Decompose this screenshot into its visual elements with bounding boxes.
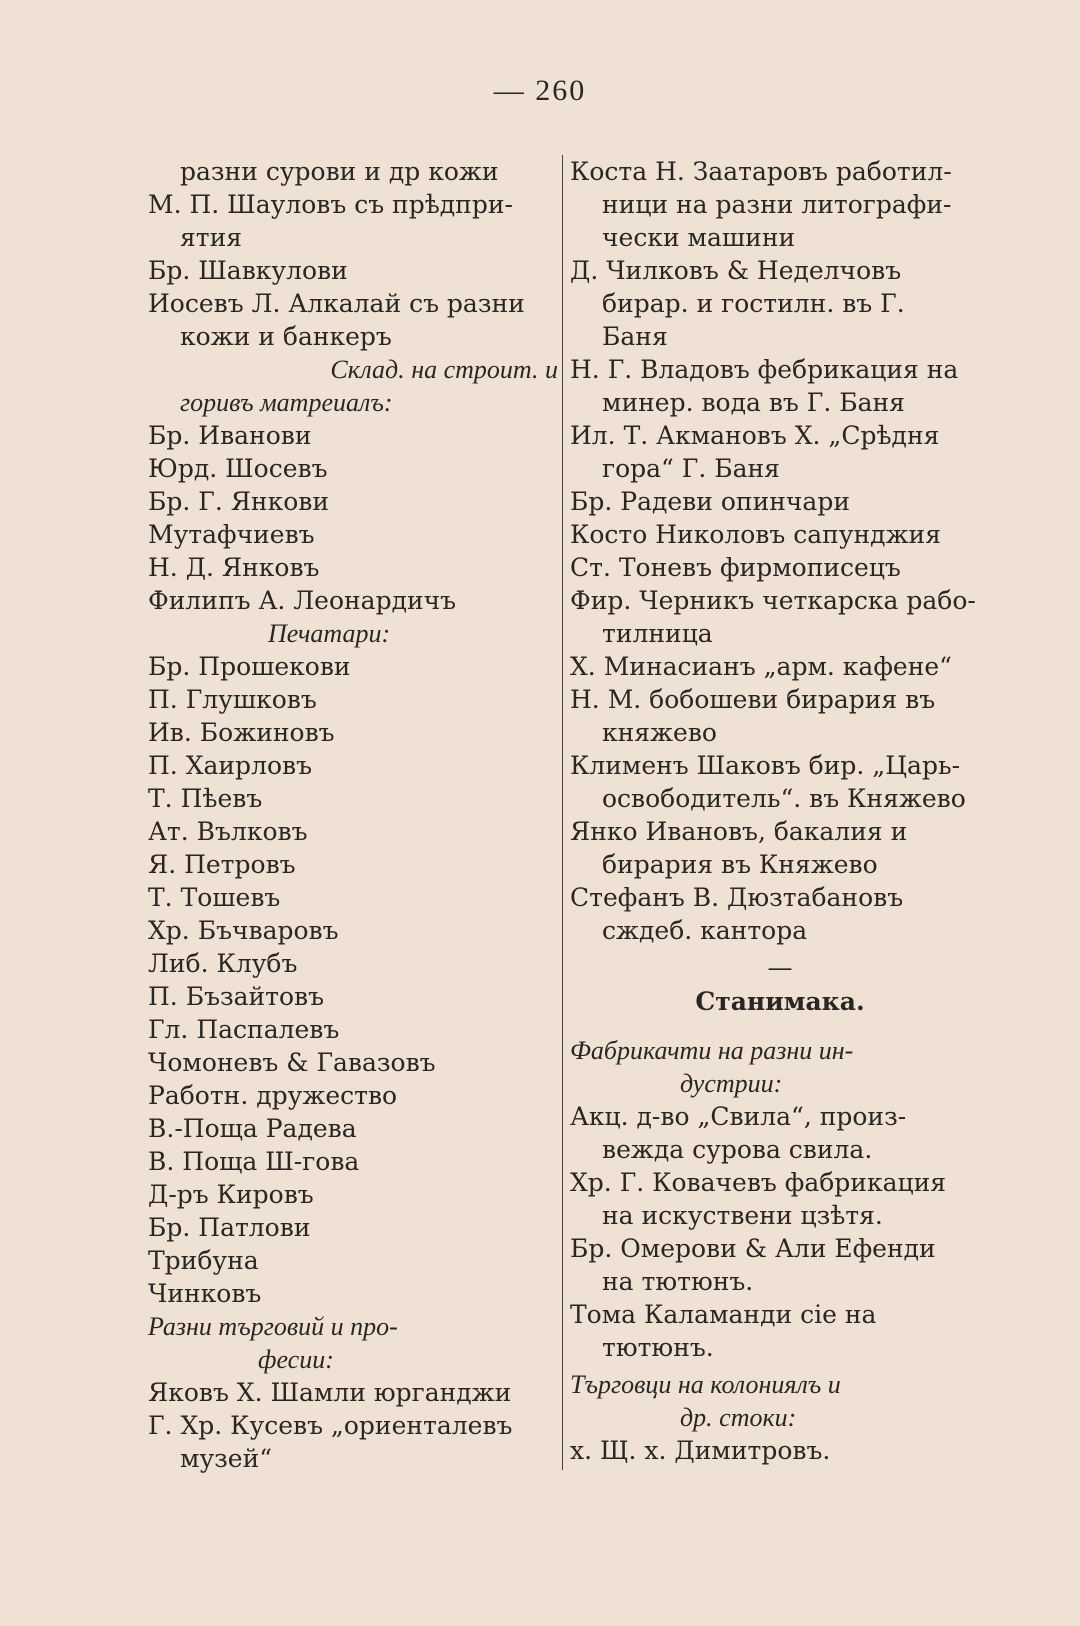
section-heading: Търговци на колониялъ и xyxy=(570,1370,841,1399)
entry-line: тютюнъ. xyxy=(602,1333,714,1362)
section-heading: фесии: xyxy=(258,1345,334,1374)
entry-line: В.-Поща Радева xyxy=(148,1114,357,1143)
entry-line: Косто Николовъ сапунджия xyxy=(570,520,941,549)
entry-line: Трибуна xyxy=(148,1246,259,1275)
entry-line: Иосевъ Л. Алкалай съ разни xyxy=(148,289,525,318)
entry-line: Ил. Т. Акмановъ Х. „Срѣдня xyxy=(570,421,940,450)
entry-line: Н. Д. Янковъ xyxy=(148,553,320,582)
entry-line: Д. Чилковъ & Неделчовъ xyxy=(570,256,902,285)
entry-line: Коста Н. Заатаровъ работил- xyxy=(570,157,952,186)
entry-line: Стефанъ В. Дюзтабановъ xyxy=(570,883,904,912)
entry-line: Д-ръ Кировъ xyxy=(148,1180,314,1209)
entry-line: х. Щ. х. Димитровъ. xyxy=(570,1436,831,1465)
entry-line: тилница xyxy=(602,619,713,648)
town-heading: Станимака. xyxy=(695,987,865,1016)
entry-line: П. Хаирловъ xyxy=(148,751,312,780)
entry-line: Янко Ивановъ, бакалия и xyxy=(570,817,908,846)
entry-line: Н. М. бобошеви бирария въ xyxy=(570,685,936,714)
entry-line: кожи и банкеръ xyxy=(180,322,392,351)
entry-line: разни сурови и др кожи xyxy=(180,157,499,186)
entry-line: Клименъ Шаковъ бир. „Царь- xyxy=(570,751,961,780)
entry-line: Хр. Г. Ковачевъ фабрикация xyxy=(570,1168,947,1197)
entry-line: Ив. Божиновъ xyxy=(148,718,335,747)
entry-line: Я. Петровъ xyxy=(148,850,296,879)
entry-line: Баня xyxy=(602,322,668,351)
section-heading: Разни търговий и про- xyxy=(148,1312,398,1341)
entry-line: Бр. Патлови xyxy=(148,1213,311,1242)
section-heading: Склад. на строит. и xyxy=(330,355,558,384)
entry-line: П. Глушковъ xyxy=(148,685,317,714)
left-column xyxy=(148,155,558,1475)
entry-line: на искуствени цзѣтя. xyxy=(602,1201,883,1230)
entry-line: Мутафчиевъ xyxy=(148,520,315,549)
entry-line: ници на разни литографи- xyxy=(602,190,952,219)
entry-line: Бр. Радеви опинчари xyxy=(570,487,851,516)
entry-line: бирар. и гостилн. въ Г. xyxy=(602,289,905,318)
entry-line: Чинковъ xyxy=(148,1279,262,1308)
entry-line: Х. Минасианъ „арм. кафене“ xyxy=(570,652,952,681)
entry-line: ятия xyxy=(180,223,243,252)
entry-line: бирария въ Княжево xyxy=(602,850,878,879)
entry-line: Бр. Шавкулови xyxy=(148,256,348,285)
entry-line: Бр. Омерови & Али Ефенди xyxy=(570,1234,936,1263)
entry-line: Акц. д-во „Свила“, произ- xyxy=(570,1102,907,1131)
entry-line: Т. Пѣевъ xyxy=(148,784,263,813)
entry-line: Гл. Паспалевъ xyxy=(148,1015,340,1044)
entry-line: Чомоневъ & Гавазовъ xyxy=(148,1048,436,1077)
section-heading: Печатари: xyxy=(268,619,391,648)
section-heading: Фабрикачти на разни ин- xyxy=(570,1036,854,1065)
entry-line: Ат. Вълковъ xyxy=(148,817,308,846)
section-heading: горивъ матреиалъ: xyxy=(180,388,393,417)
entry-line: П. Бъзайтовъ xyxy=(148,982,325,1011)
section-heading: др. стоки: xyxy=(680,1403,797,1432)
entry-line: Т. Тошевъ xyxy=(148,883,281,912)
entry-line: освободитель“. въ Княжево xyxy=(602,784,966,813)
page-number: — 260 xyxy=(493,74,587,107)
entry-line: Работн. дружество xyxy=(148,1081,398,1110)
entry-line: Н. Г. Владовъ фебрикация на xyxy=(570,355,959,384)
entry-line: на тютюнъ. xyxy=(602,1267,754,1296)
entry-line: Бр. Иванови xyxy=(148,421,312,450)
entry-line: Бр. Прошекови xyxy=(148,652,351,681)
entry-line: сждеб. кантора xyxy=(602,916,808,945)
entry-line: Хр. Бъчваровъ xyxy=(148,916,339,945)
column-divider xyxy=(562,155,563,1470)
spacer xyxy=(570,1018,990,1034)
entry-line: Либ. Клубъ xyxy=(148,949,298,978)
section-separator: — xyxy=(767,953,793,982)
entry-line: Тома Каламанди сie на xyxy=(570,1300,877,1329)
entry-line: минер. вода въ Г. Баня xyxy=(602,388,905,417)
entry-line: чески машини xyxy=(602,223,796,252)
entry-line: княжево xyxy=(602,718,717,747)
entry-line: музей“ xyxy=(180,1444,273,1473)
entry-line: Филипъ А. Леонардичъ xyxy=(148,586,457,615)
entry-line: Бр. Г. Янкови xyxy=(148,487,329,516)
entry-line: М. П. Шауловъ съ прѣдпри- xyxy=(148,190,513,219)
entry-line: вежда сурова свила. xyxy=(602,1135,873,1164)
right-column xyxy=(570,155,990,1467)
entry-line: Фир. Черникъ четкарска рабо- xyxy=(570,586,976,615)
entry-line: Г. Хр. Кусевъ „ориенталевъ xyxy=(148,1411,513,1440)
entry-line: гора“ Г. Баня xyxy=(602,454,780,483)
section-heading: дустрии: xyxy=(680,1069,783,1098)
entry-line: В. Поща Ш-гова xyxy=(148,1147,360,1176)
entry-line: Яковъ Х. Шамли юрганджи xyxy=(148,1378,512,1407)
entry-line: Юрд. Шосевъ xyxy=(148,454,328,483)
entry-line: Ст. Тоневъ фирмописецъ xyxy=(570,553,901,582)
